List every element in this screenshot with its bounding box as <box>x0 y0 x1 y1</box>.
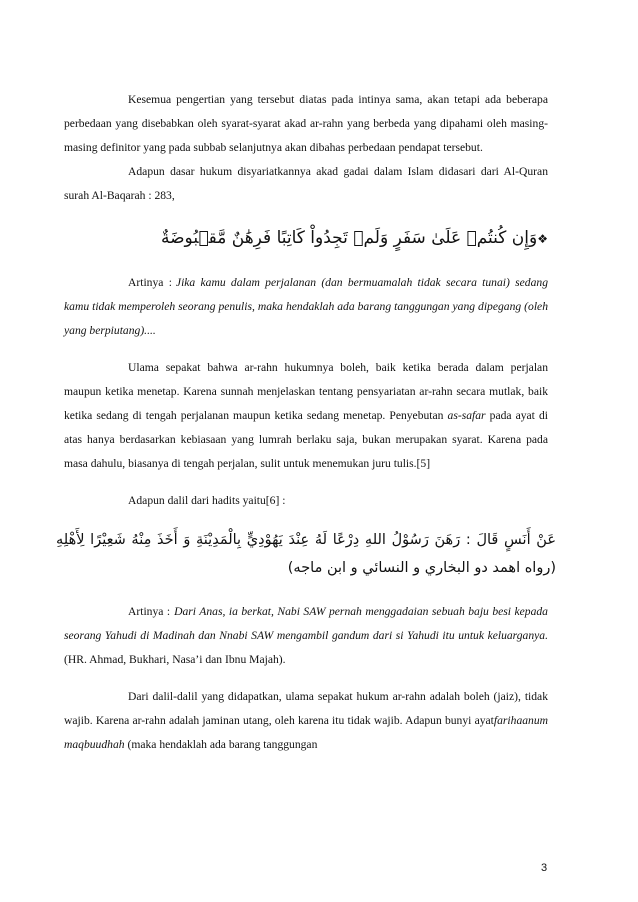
paragraph-kesimpulan-end: (maka hendaklah ada barang tanggungan <box>127 738 318 751</box>
hadith-text: عَنْ أَنَسٍ قَالَ : رَهَنَ رَسُوْلُ اللهِ دِرْعًا لَهُ عِنْدَ يَهُوْدِيٍّ بِالْمَدِيْنَةِ وَ أَخَذَ مِنْهُ شَعِيْرًا لِأَهْلِهِ (رواه اهمد دو البخاري و النسائي و ابن ماجه) <box>56 532 556 576</box>
translation-hadith-label: Artinya : <box>128 605 171 618</box>
page-number: 3 <box>541 862 548 874</box>
paragraph-kesimpulan <box>64 685 548 757</box>
spacer <box>64 672 548 685</box>
paragraph-ulama-sepakat <box>64 356 548 476</box>
paragraph-dalil-hadits: Adapun dalil dari hadits yaitu[6] : <box>128 494 286 507</box>
paragraph-dasar-hukum: Adapun dasar hukum disyariatkannya akad gadai dalam Islam didasari dari Al-Quran surah Al-Baqarah : 283, <box>64 165 548 202</box>
translation-hadith-text: Dari Anas, ia berkat, Nabi SAW pernah menggadaian sebuah baju besi kepada seorang Yahudi di Madinah dan Nnabi SAW mengambil gandum dari si Yahudi itu untuk keluarganya. <box>64 605 548 642</box>
quran-verse-text: وَإِن كُنتُمۡ عَلَىٰ سَفَرٍ وَلَمۡ تَجِدُواْ كَاتِبًا فَرِهَٰنٌ مَّقۡبُوضَةٌ <box>160 228 538 248</box>
translation-label: Artinya : <box>128 276 172 289</box>
spacer <box>64 513 548 526</box>
paragraph-kesimpulan-text: Dari dalil-dalil yang didapatkan, ulama sepakat hukum ar-rahn adalah boleh (jaiz), tidak wajib. Karena ar-rahn adalah jaminan utang, oleh karena itu tidak wajib. Adapun bunyi ayat <box>64 690 548 727</box>
translation-verse-text: Jika kamu dalam perjalanan (dan bermuamalah tidak secara tunai) sedang kamu tidak memperoleh seorang penulis, maka hendaklah ada barang tanggungan yang dipegang (oleh yang berpiutang).... <box>64 276 548 337</box>
translation-verse <box>64 271 548 343</box>
document-body <box>56 88 556 757</box>
verse-marker-icon: ❖ <box>537 232 548 246</box>
paragraph-ulama-text-end: pada ayat di atas hanya berdasarkan kebiasaan yang lumrah berlaku saja, bukan merupakan syarat. Karena pada masa dahulu, biasanya di tengah perjalan, sulit untuk menemukan juru tulis.[5] <box>64 409 548 470</box>
paragraph-pengertian: Kesemua pengertian yang tersebut diatas pada intinya sama, akan tetapi ada beberapa perbedaan yang disebabkan oleh syarat-syarat akad ar-rahn yang berbeda yang dipahami oleh masing-masing definitor yang pada subbab selanjutnya akan dibahas perbedaan pendapat tersebut. <box>64 93 548 154</box>
spacer <box>64 582 548 600</box>
spacer <box>64 476 548 489</box>
term-farihaanum: farihaanum maqbuudhah <box>64 714 548 751</box>
term-as-safar: as-safar <box>447 409 486 422</box>
hadith-source: (HR. Ahmad, Bukhari, Nasa’i dan Ibnu Majah). <box>64 653 286 666</box>
translation-hadith <box>64 600 548 672</box>
spacer <box>64 343 548 356</box>
quran-verse <box>64 224 548 253</box>
paragraph-ulama-text: Ulama sepakat bahwa ar-rahn hukumnya boleh, baik ketika berada dalam perjalan maupun ketika menetap. Karena sunnah menjelaskan tentang pensyariatan ar-rahn secara mutlak, baik ketika sedang di tengah perjalanan maupun ketika sedang menetap. Penyebutan <box>64 361 548 422</box>
